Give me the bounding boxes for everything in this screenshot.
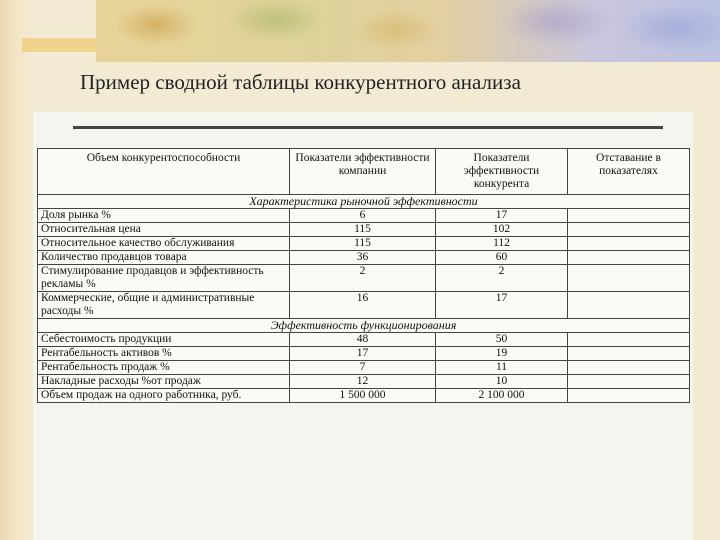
table-row xyxy=(38,251,690,265)
row-label: Накладные расходы %от продаж xyxy=(38,375,290,389)
gap-value xyxy=(568,361,690,375)
company-value: 115 xyxy=(290,223,436,237)
table-row xyxy=(38,209,690,223)
header-cell-volume: Объем конкурентоспособности xyxy=(38,149,290,195)
competitor-value: 60 xyxy=(436,251,568,265)
company-value: 48 xyxy=(290,333,436,347)
competitor-value: 11 xyxy=(436,361,568,375)
company-value: 36 xyxy=(290,251,436,265)
gap-value xyxy=(568,375,690,389)
competitor-value: 112 xyxy=(436,237,568,251)
gap-value xyxy=(568,347,690,361)
company-value: 6 xyxy=(290,209,436,223)
competitor-value: 17 xyxy=(436,292,568,319)
header-cell-company: Показатели эффективности компании xyxy=(290,149,436,195)
gap-value xyxy=(568,333,690,347)
row-label: Количество продавцов товара xyxy=(38,251,290,265)
gap-value xyxy=(568,251,690,265)
company-value: 7 xyxy=(290,361,436,375)
section-title: Характеристика рыночной эффективности xyxy=(38,195,690,209)
row-label: Рентабельность активов % xyxy=(38,347,290,361)
row-label: Доля рынка % xyxy=(38,209,290,223)
row-label: Объем продаж на одного работника, руб. xyxy=(38,389,290,403)
decorative-banner-bar xyxy=(22,38,96,52)
decorative-floral-banner xyxy=(96,0,720,62)
gap-value xyxy=(568,209,690,223)
company-value: 17 xyxy=(290,347,436,361)
section-row xyxy=(38,319,690,333)
competitor-value: 17 xyxy=(436,209,568,223)
header-cell-competitor: Показатели эффективности конкурента xyxy=(436,149,568,195)
row-label: Себестоимость продукции xyxy=(38,333,290,347)
competitive-analysis-table xyxy=(37,148,690,403)
competitor-value: 2 xyxy=(436,265,568,292)
table-row xyxy=(38,389,690,403)
section-title: Эффективность функционирования xyxy=(38,319,690,333)
row-label: Относительное качество обслуживания xyxy=(38,237,290,251)
gap-value xyxy=(568,265,690,292)
competitor-value: 10 xyxy=(436,375,568,389)
gap-value xyxy=(568,292,690,319)
table-row xyxy=(38,375,690,389)
scan-top-rule xyxy=(73,126,663,129)
table-row xyxy=(38,223,690,237)
table-row xyxy=(38,265,690,292)
company-value: 2 xyxy=(290,265,436,292)
decorative-left-strip xyxy=(0,0,30,540)
table-row xyxy=(38,237,690,251)
table-body xyxy=(38,149,690,403)
gap-value xyxy=(568,223,690,237)
table-row xyxy=(38,347,690,361)
section-row xyxy=(38,195,690,209)
competitor-value: 102 xyxy=(436,223,568,237)
table-row xyxy=(38,333,690,347)
table-row xyxy=(38,361,690,375)
gap-value xyxy=(568,389,690,403)
row-label: Стимулирование продавцов и эффективность рекламы % xyxy=(38,265,290,292)
header-cell-gap: Отставание в показателях xyxy=(568,149,690,195)
company-value: 12 xyxy=(290,375,436,389)
row-label: Относительная цена xyxy=(38,223,290,237)
company-value: 16 xyxy=(290,292,436,319)
competitor-value: 2 100 000 xyxy=(436,389,568,403)
table-header-row xyxy=(38,149,690,195)
competitor-value: 50 xyxy=(436,333,568,347)
company-value: 1 500 000 xyxy=(290,389,436,403)
competitor-value: 19 xyxy=(436,347,568,361)
gap-value xyxy=(568,237,690,251)
slide-title: Пример сводной таблицы конкурентного анализа xyxy=(80,70,521,94)
table-row xyxy=(38,292,690,319)
scanned-table-image xyxy=(33,112,693,540)
row-label: Рентабельность продаж % xyxy=(38,361,290,375)
row-label: Коммерческие, общие и административные расходы % xyxy=(38,292,290,319)
company-value: 115 xyxy=(290,237,436,251)
